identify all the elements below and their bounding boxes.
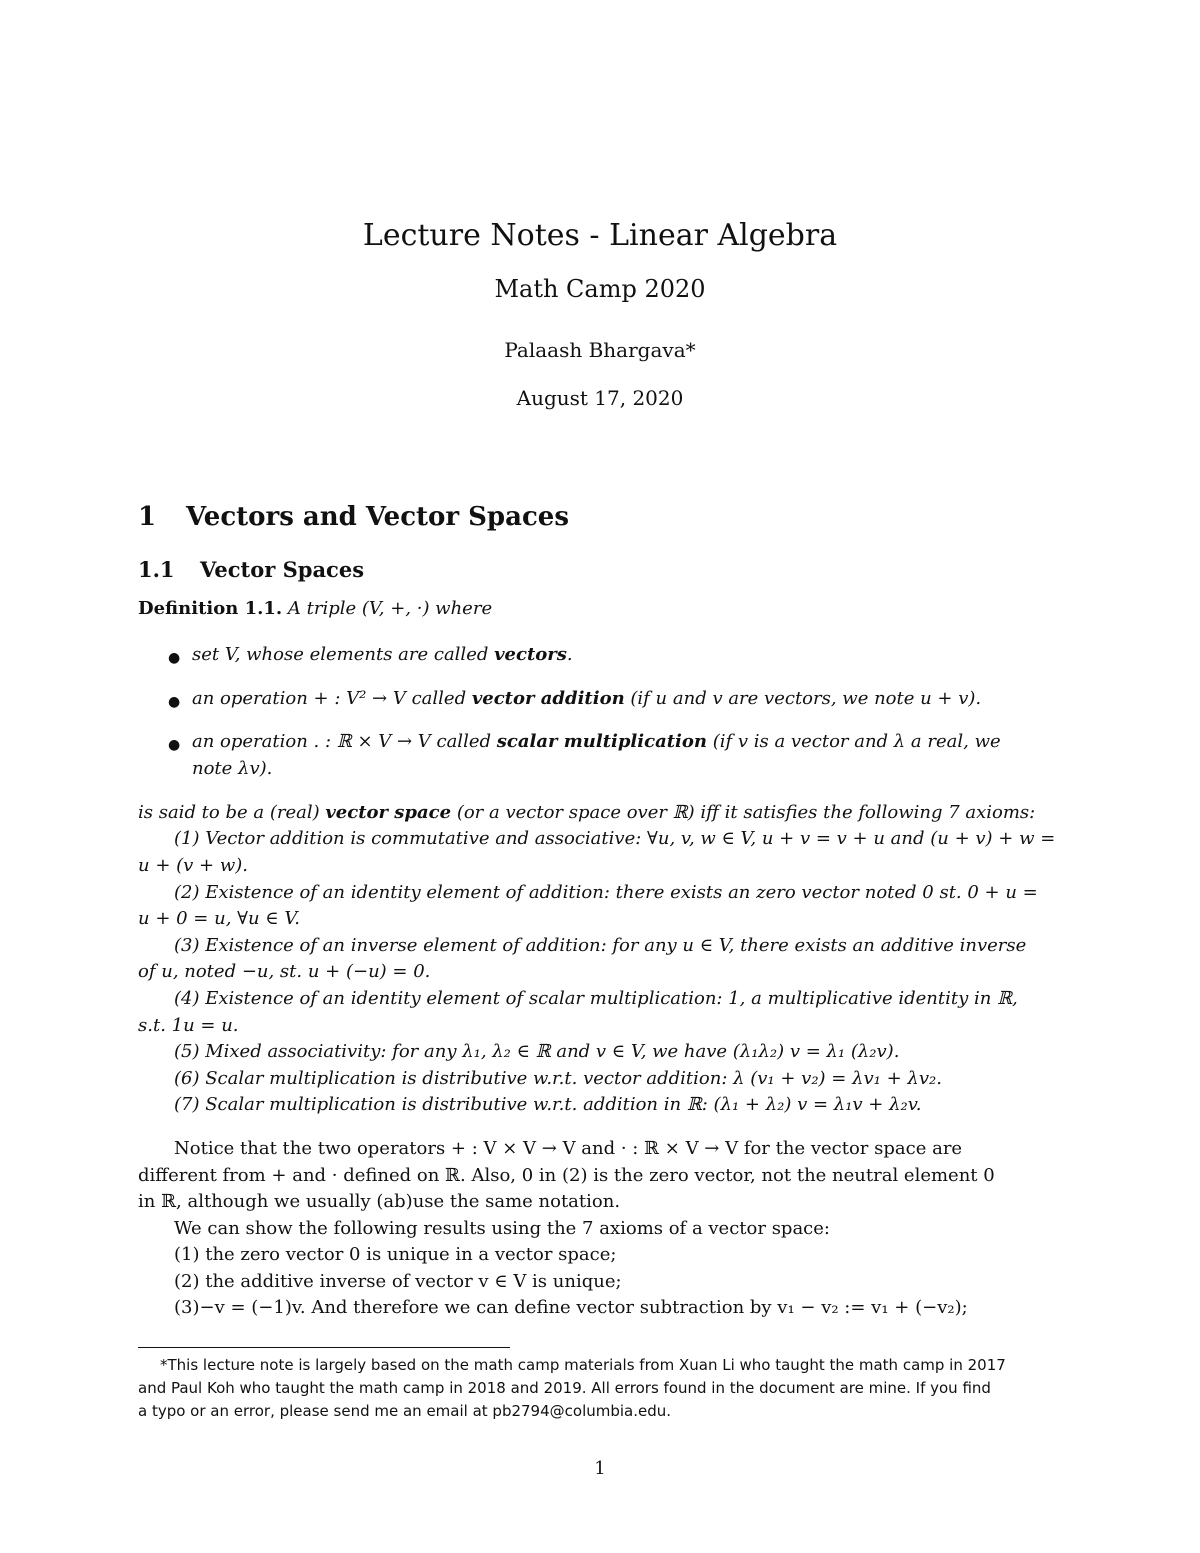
definition-bullet-3: an operation . : ℝ × V → V called scalar multiplication (if v is a vector and λ a real, we — [192, 731, 1001, 752]
definition-bullet-3-cont: note λv). — [192, 758, 273, 779]
body-paragraph-line: Notice that the two operators + : V × V → V and · : ℝ × V → V for the vector space are — [174, 1138, 963, 1159]
axiom-3: (3) Existence of an inverse element of addition: for any u ∈ V, there exists an additive inverse — [174, 935, 1027, 956]
bullet-icon: ● — [168, 650, 181, 666]
axiom-7: (7) Scalar multiplication is distributive w.r.t. addition in ℝ: (λ₁ + λ₂) v = λ₁v + λ₂v. — [174, 1094, 922, 1115]
axiom-4-cont: s.t. 1u = u. — [138, 1015, 239, 1036]
result-item: (2) the additive inverse of vector v ∈ V is unique; — [174, 1271, 622, 1292]
axiom-1-cont: u + (v + w). — [138, 855, 248, 876]
footnote-line: and Paul Koh who taught the math camp in 2018 and 2019. All errors found in the document are mine. If you find — [138, 1379, 991, 1397]
subsection-heading — [138, 557, 364, 582]
bullet-icon: ● — [168, 737, 181, 753]
definition-intro: A triple (V, +, ·) where — [287, 598, 493, 619]
section-title: Vectors and Vector Spaces — [186, 502, 569, 532]
definition-label: Definition 1.1. — [138, 598, 283, 619]
body-paragraph-line: in ℝ, although we usually (ab)use the same notation. — [138, 1191, 621, 1212]
document-title: Lecture Notes - Linear Algebra — [362, 218, 838, 253]
subsection-number: 1.1 — [138, 557, 175, 582]
definition-bullet-1: set V, whose elements are called vectors. — [192, 644, 573, 665]
axiom-2-cont: u + 0 = u, ∀u ∈ V. — [138, 908, 300, 929]
definition-bullet-2: an operation + : V² → V called vector addition (if u and v are vectors, we note u + v). — [192, 688, 982, 709]
subsection-title: Vector Spaces — [200, 557, 365, 582]
author-name: Palaash Bhargava* — [504, 338, 696, 362]
axiom-2: (2) Existence of an identity element of addition: there exists an zero vector noted 0 st. 0 + u = — [174, 882, 1038, 903]
page-number: 1 — [594, 1458, 606, 1479]
section-heading — [138, 502, 569, 532]
body-paragraph-line: different from + and · defined on ℝ. Also, 0 in (2) is the zero vector, not the neutral element 0 — [138, 1165, 995, 1186]
bullet-icon: ● — [168, 694, 181, 710]
section-number: 1 — [138, 502, 157, 532]
result-item: (3)−v = (−1)v. And therefore we can define vector subtraction by v₁ − v₂ := v₁ + (−v₂); — [174, 1297, 968, 1318]
result-item: (1) the zero vector 0 is unique in a vector space; — [174, 1244, 617, 1265]
axiom-5: (5) Mixed associativity: for any λ₁, λ₂ ∈ ℝ and v ∈ V, we have (λ₁λ₂) v = λ₁ (λ₂v). — [174, 1041, 900, 1062]
axiom-6: (6) Scalar multiplication is distributive w.r.t. vector addition: λ (v₁ + v₂) = λv₁ + λv₂. — [174, 1068, 942, 1089]
definition-said: is said to be a (real) vector space (or a vector space over ℝ) iff it satisfies the following 7 axioms: — [138, 802, 1036, 823]
axiom-4: (4) Existence of an identity element of scalar multiplication: 1, a multiplicative identity in ℝ, — [174, 988, 1018, 1009]
axiom-3-cont: of u, noted −u, st. u + (−u) = 0. — [138, 961, 431, 982]
body-paragraph-line: We can show the following results using the 7 axioms of a vector space: — [174, 1218, 830, 1239]
document-date: August 17, 2020 — [516, 386, 684, 410]
definition-header — [138, 598, 492, 619]
document-subtitle: Math Camp 2020 — [494, 275, 706, 303]
footnote-line: a typo or an error, please send me an email at pb2794@columbia.edu. — [138, 1402, 672, 1420]
footnote-line: *This lecture note is largely based on the math camp materials from Xuan Li who taught the math camp in 2017 — [160, 1356, 1006, 1374]
axiom-1: (1) Vector addition is commutative and associative: ∀u, v, w ∈ V, u + v = v + u and (u + v) + w = — [174, 828, 1056, 849]
footnote-rule — [138, 1347, 510, 1348]
